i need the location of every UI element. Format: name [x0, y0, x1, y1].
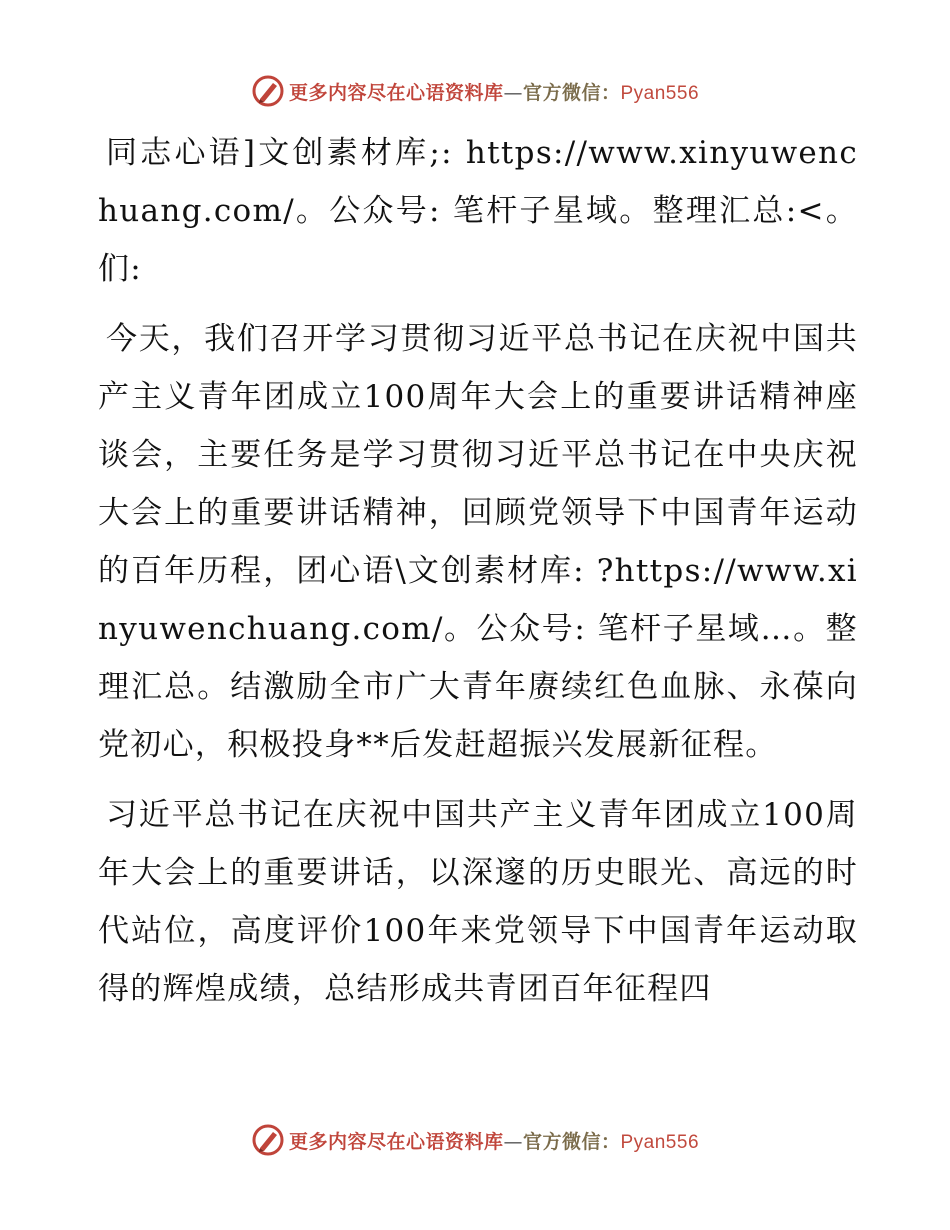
header-banner-separator: —	[503, 81, 523, 104]
document-body	[98, 124, 858, 1030]
paragraph-2: 今天，我们召开学习贯彻习近平总书记在庆祝中国共产主义青年团成立100周年大会上的重要讲话精神座谈会，主要任务是学习贯彻习近平总书记在中央庆祝大会上的重要讲话精神，回顾党领导下中国青年运动的百年历程，团心语\文创素材库: ?https://www.xinyuwenchuang.com/。公众号: 笔杆子星域…。整理汇总。结激励全市广大青年赓续红色血脉、永葆向党初心，积极投身**后发赶超振兴发展新征程。	[98, 321, 858, 763]
paragraph-3: 习近平总书记在庆祝中国共产主义青年团成立100周年大会上的重要讲话，以深邃的历史眼光、高远的时代站位，高度评价100年来党领导下中国青年运动取得的辉煌成绩，总结形成共青团百年征程四	[98, 797, 858, 1007]
header-banner-wechat-handle: Pyan556	[620, 82, 700, 104]
header-banner-text	[289, 78, 699, 105]
footer-banner-wechat-handle: Pyan556	[620, 1131, 700, 1153]
footer-banner-main: 更多内容尽在心语资料库	[288, 1130, 504, 1153]
footer-banner-text	[289, 1127, 699, 1154]
footer-banner-separator: —	[503, 1130, 523, 1153]
footer-banner-wechat-label: 官方微信：	[522, 1130, 621, 1153]
pen-circle-logo-icon	[251, 74, 285, 108]
header-banner-wechat-label: 官方微信：	[522, 81, 621, 104]
header-banner-main: 更多内容尽在心语资料库	[288, 81, 504, 104]
footer-banner	[0, 1120, 950, 1160]
header-banner	[0, 71, 950, 111]
pen-circle-logo-icon	[251, 1123, 285, 1157]
paragraph-1: 同志心语]文创素材库;: https://www.xinyuwenchuang.com/。公众号: 笔杆子星域。整理汇总:<。们:	[98, 135, 858, 287]
